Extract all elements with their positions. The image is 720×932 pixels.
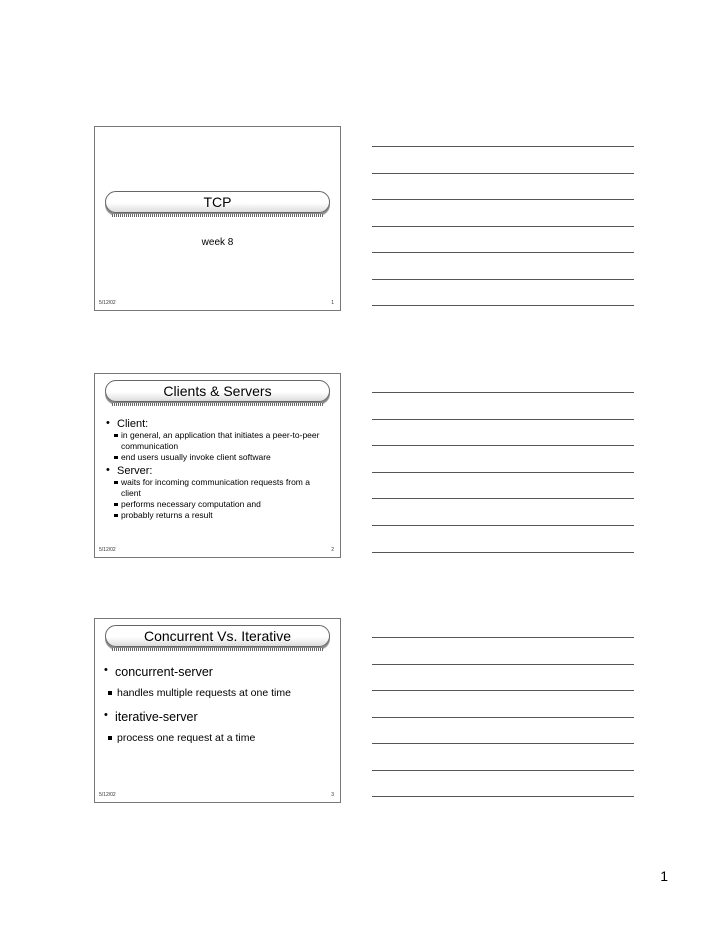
note-line	[372, 690, 634, 691]
note-line	[372, 445, 634, 446]
slide-title: TCP	[203, 194, 232, 210]
sub-bullet: probably returns a result	[105, 510, 332, 521]
slide-3	[94, 618, 341, 803]
note-line	[372, 498, 634, 499]
slide-content	[105, 416, 332, 521]
note-line	[372, 664, 634, 665]
bullet: • Server:	[105, 465, 332, 477]
slide-title-bar	[105, 625, 330, 647]
sub-bullet: waits for incoming communication requests from a client	[105, 477, 332, 499]
slide-title: Clients & Servers	[163, 383, 272, 399]
page-number: 1	[660, 868, 668, 884]
slide-number: 2	[331, 547, 334, 553]
slide-content	[103, 663, 332, 745]
note-line	[372, 252, 634, 253]
note-line	[372, 796, 634, 797]
slide-number: 3	[331, 792, 334, 798]
bullet: • Client:	[105, 418, 332, 430]
slide-date: 5/12/02	[99, 300, 116, 306]
sub-bullet: in general, an application that initiates a peer-to-peer communication	[105, 430, 332, 452]
note-line	[372, 637, 634, 638]
slide-number: 1	[331, 300, 334, 306]
bullet: • concurrent-server	[103, 665, 332, 679]
slide-title-bar	[105, 191, 330, 213]
note-line	[372, 552, 634, 553]
slide-date: 5/12/02	[99, 547, 116, 553]
sub-bullet: performs necessary computation and	[105, 499, 332, 510]
note-line	[372, 173, 634, 174]
note-line	[372, 525, 634, 526]
sub-bullet: process one request at a time	[103, 732, 332, 745]
note-line	[372, 419, 634, 420]
sub-bullet: end users usually invoke client software	[105, 452, 332, 463]
note-line	[372, 743, 634, 744]
slide-date: 5/12/02	[99, 792, 116, 798]
note-line	[372, 146, 634, 147]
note-line	[372, 305, 634, 306]
slide-title: Concurrent Vs. Iterative	[143, 628, 292, 644]
slide-title-bar	[105, 380, 330, 402]
note-line	[372, 472, 634, 473]
note-line	[372, 717, 634, 718]
note-line	[372, 226, 634, 227]
note-line	[372, 199, 634, 200]
slide-1	[94, 126, 341, 311]
slide-2	[94, 373, 341, 558]
slide-subtitle: week 8	[201, 237, 234, 248]
note-line	[372, 392, 634, 393]
note-line	[372, 279, 634, 280]
bullet: • iterative-server	[103, 710, 332, 724]
sub-bullet: handles multiple requests at one time	[103, 687, 332, 700]
note-line	[372, 770, 634, 771]
